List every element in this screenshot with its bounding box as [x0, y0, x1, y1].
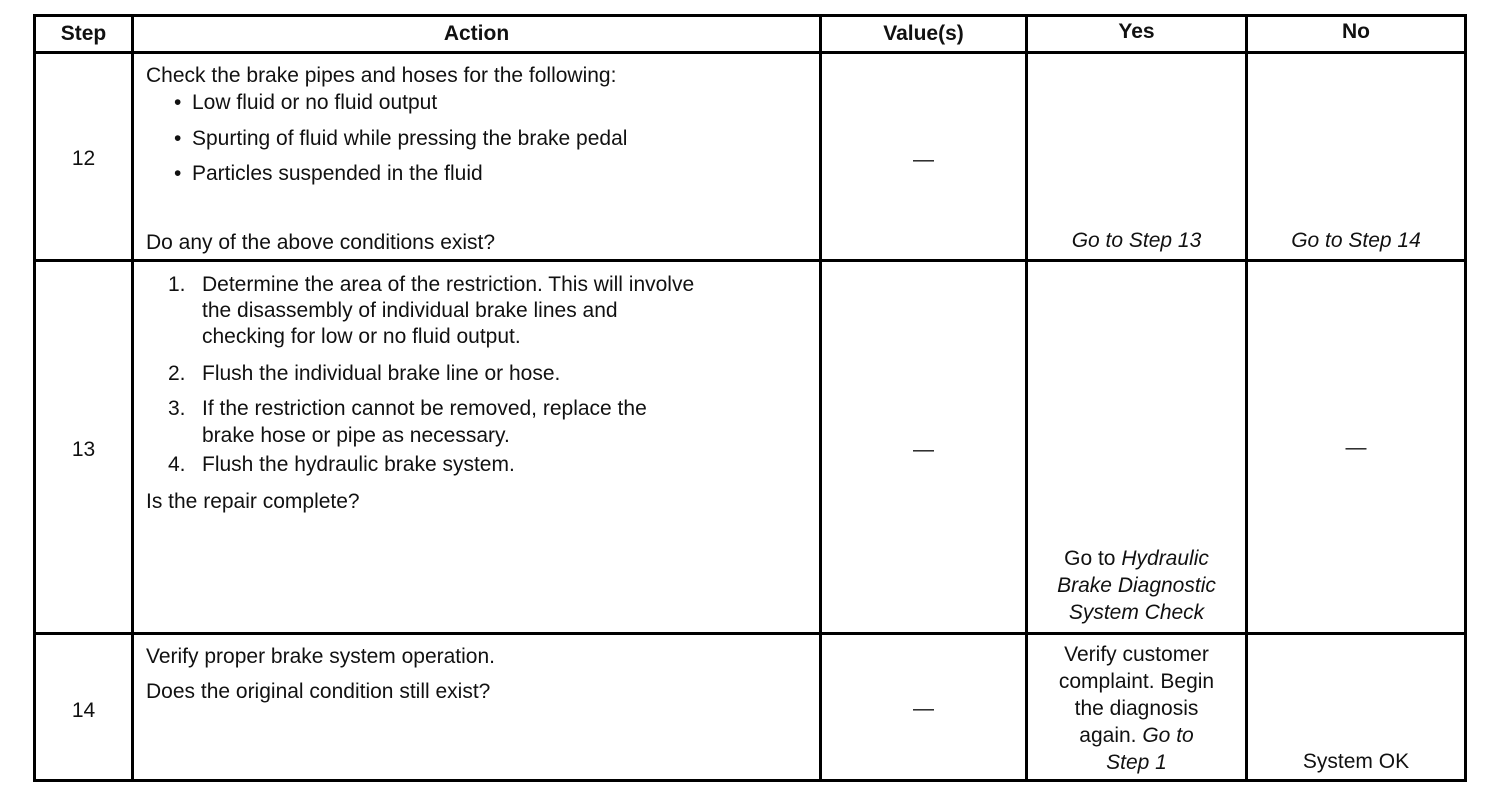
row13-item-3-line-1: If the restriction cannot be removed, replace the [202, 397, 647, 420]
step-13: 13 [71, 438, 96, 461]
header-divider [33, 51, 1467, 54]
row12-bullet-2: • Spurting of fluid while pressing the brake pedal [192, 126, 627, 152]
row14-yes-line-1: Verify customer [1064, 643, 1209, 666]
row13-item-3-line-2: brake hose or pipe as necessary. [202, 424, 510, 447]
table-border-right [1464, 14, 1467, 782]
step-12: 12 [71, 147, 96, 170]
header-yes: Yes [1118, 20, 1155, 43]
row13-yes-line-1 [1028, 546, 1245, 572]
row13-item-2-num: 2. [168, 362, 186, 385]
row13-no: — [1345, 436, 1367, 459]
row13-item-4-line-1: Flush the hydraulic brake system. [202, 453, 515, 476]
row14-yes-step-link: Step 1 [1106, 751, 1167, 774]
row13-yes-prefix: Go to [1064, 547, 1116, 570]
row13-item-4-num: 4. [168, 453, 186, 476]
row13-yes-link-3: System Check [1068, 601, 1205, 624]
header-no: No [1342, 20, 1370, 43]
row14-yes-again: again. [1079, 724, 1137, 747]
row13-yes-link-1: Hydraulic [1121, 547, 1209, 570]
row12-value: — [913, 148, 934, 171]
row14-line-1: Verify proper brake system operation. [146, 645, 496, 668]
col-divider-action-values [819, 14, 822, 782]
row13-item-1-line-3: checking for low or no fluid output. [202, 325, 521, 348]
row-divider-13-14 [33, 632, 1467, 635]
header-action: Action [443, 22, 510, 45]
row12-yes: Go to Step 13 [1071, 229, 1202, 252]
col-divider-yes-no [1245, 14, 1248, 782]
row13-question: Is the repair complete? [146, 490, 360, 513]
row-divider-12-13 [33, 259, 1467, 262]
table-border-top [33, 14, 1467, 17]
row14-yes-line-3: the diagnosis [1074, 697, 1199, 720]
col-divider-step-action [131, 14, 134, 782]
row12-intro: Check the brake pipes and hoses for the following: [146, 64, 617, 87]
row13-item-1-line-2: the disassembly of individual brake lines and [202, 299, 618, 322]
row14-no: System OK [1302, 750, 1410, 773]
row13-item-1-num: 1. [168, 273, 186, 296]
row13-yes-link-2: Brake Diagnostic [1057, 574, 1216, 597]
row12-no: Go to Step 14 [1291, 229, 1421, 252]
row14-yes-line-2: complaint. Begin [1058, 670, 1215, 693]
row13-value: — [913, 438, 934, 461]
row12-bullet-1: • Low fluid or no fluid output [192, 90, 437, 116]
row13-item-2-line-1: Flush the individual brake line or hose. [202, 362, 561, 385]
row12-bullet-3: • Particles suspended in the fluid [192, 161, 483, 187]
step-14: 14 [71, 699, 96, 722]
header-step: Step [60, 22, 107, 45]
row14-line-2: Does the original condition still exist? [146, 680, 491, 703]
row14-value: — [913, 697, 934, 720]
row14-yes-goto: Go to [1142, 724, 1194, 747]
row13-item-1-line-1: Determine the area of the restriction. This will involve [202, 273, 695, 296]
row12-question: Do any of the above conditions exist? [146, 231, 496, 254]
header-values: Value(s) [883, 22, 964, 45]
table-border-left [33, 14, 36, 782]
row13-item-3-num: 3. [168, 397, 186, 420]
table-border-bottom [33, 779, 1467, 782]
row14-yes-line-4 [1028, 723, 1245, 749]
